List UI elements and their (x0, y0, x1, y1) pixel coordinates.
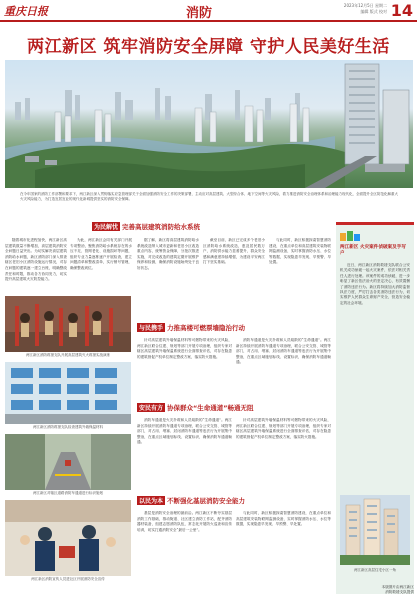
section-tag-2: 与民携手 (139, 325, 164, 332)
article-section-3-left: 消防车通道是火灾扑救和人员疏散的“生命通道”。两江新区持续开展消防车通道专项治理，联合公安交管、城管等部门，对占用、堵塞、封闭消防车通道等违法行为开展集中整治，在重点区域施划标线、设置标识，确保消防车通道畅通。 (137, 418, 232, 445)
sidebar-photo-residential (340, 495, 410, 565)
article-column-5: 与此同时，新区积极探索智慧消防建设，在重点单位和高层建筑安装物联网监测设备，实时掌握消防水压、水位等数据，实现隐患早发现、早预警、早处置。 (269, 238, 331, 265)
article-section-4-right: 与此同时，新区积极探索智慧消防建设，在重点单位和高层建筑安装物联网监测设备，实时掌握消防水压、水位等数据，实现隐患早发现、早预警、早处置。 (236, 511, 331, 527)
section-title-2: 力推高楼可燃票墙隐治行动 (167, 324, 246, 332)
photo-fire-lane (5, 434, 131, 490)
main-headline: 两江新区 筑牢消防安全屏障 守护人民美好生活 (27, 37, 390, 57)
article-section-2-right: 消防车通道是火灾扑救和人员疏散的“生命通道”。两江新区持续开展消防车通道专项治理，联合公安交管、城管等部门，对占用、堵塞、封闭消防车通道等违法行为开展集中整治，在重点区域施划标线、设置标识，确保消防车通道畅通。 (236, 338, 331, 365)
article-column-4: 截至目前，新区已完成多个老旧小区消防给水系统改造，惠及居民数万户，消防供水能力显著提升，群众安全感和满意度持续增强，为建设平安两江打下坚实基础。 (203, 238, 265, 265)
article-section-3-right: 针对高层建筑外墙保温材料等可燃物带来的火灾风险，两江新区联合住建、规划等部门开展专项治理，组织专家对辖区高层建筑外墙保温系统进行全面排查评估，对存在隐患的建筑督促产权单位制定整改方案，落实防火措施。 (236, 418, 331, 439)
section-tag-4: 以民为本 (139, 498, 164, 505)
hero-aerial-photo (5, 60, 413, 188)
article-column-3: 据了解，新区将高层建筑消防给水系统改造纳入城市更新和老旧小区改造重点内容，统筹资金保障，分批次推进实施，对完成改造的建筑定期开展维护保养和检测，确保消防设施始终处于良好状态。 (137, 238, 199, 270)
section-title-1: 完善高层建筑消防给水系统 (122, 223, 201, 231)
section-heading-4 (137, 496, 245, 505)
section-title-4: 不断强化基层消防安全能力 (167, 497, 246, 505)
article-section-4-left: 基层是消防安全治理的最前沿。两江新区不断夯实基层消防工作基础，推动街道、社区建立消防工作站，配齐消防器材装备，组建志愿消防队伍，常态化开展防火巡查和宣传培训，切实打通消防安全“最后一公里”。 (137, 511, 232, 532)
masthead (0, 0, 417, 22)
newspaper-logo: 重庆日报 (4, 5, 48, 18)
sidebar-body: 近日，两江新区消防救援支队联合公安机关成功侦破一起火灾案件，依法对相关责任人进行处理。该案件的成功侦破，进一步彰显了新区依法治火的坚定决心，有效震慑了消防违法行为。新区将持续加大消防监督执法力度，严厉打击各类消防违法行为，切实维护人民群众生命财产安全，营造安全稳定的社会环境。 (340, 263, 410, 305)
section-heading-1 (92, 222, 200, 231)
section-heading-2 (137, 323, 245, 332)
sidebar-title: 两江新区 火灾案件侦破案及手写户 (340, 245, 406, 256)
photo-caption-3: 两江新区对辖区道路消防车通道进行标识施划 (33, 491, 103, 495)
photo-caption-4: 两江新区消防宣传人员进社区开展消防安全宣传 (31, 577, 105, 581)
masthead-meta (344, 3, 387, 15)
photo-facade-inspection (5, 362, 131, 424)
article-column-1: 随着城市化进程加快，两江新区高层建筑数量不断增加，高层建筑消防安全问题日益突出。为切实解决高层建筑消防给水问题，新区消防部门深入排查辖区老旧小区消防设施运行情况，对存在问题的建筑逐一建立台账，明确整改责任和时限，推动各方协同发力，切实提升高层建筑火灾防控能力。 (5, 238, 67, 282)
photo-credit-line-1: 本版图片由两江新区 (381, 585, 414, 589)
hero-caption: 在今年国家的消防工作部署和要求下，两江新区深入贯彻落实应急管理部关于全面加强消防安全工作的决策部署，主动应对高层建筑、大型综合体、地下空间等火灾风险，着力推进消防安全治理体系和治理能力现代化，全面提升全区防范化解重大火灾风险能力，为打造宜居宜业的现代化新城提供坚实的消防安全保障。 (20, 192, 398, 201)
photo-caption-1: 两江新区消防救援支队开展高层建筑灭火救援实战演练 (26, 353, 110, 357)
editor-line: 编辑 版式 校对 (360, 9, 387, 14)
house-icon (339, 229, 361, 241)
photo-community-outreach (5, 500, 131, 576)
photo-caption-2: 两江新区消防救援支队检查建筑外墙保温材料 (33, 425, 103, 429)
photo-firefighting-drill (5, 296, 131, 352)
article-section-2-left: 针对高层建筑外墙保温材料等可燃物带来的火灾风险，两江新区联合住建、规划等部门开展专项治理，组织专家对辖区高层建筑外墙保温系统进行全面排查评估，对存在隐患的建筑督促产权单位制定整改方案，落实防火措施。 (137, 338, 232, 359)
photo-credit-line-2: 消防救援支队提供 (385, 590, 414, 594)
publish-date: 2023年12月5日 星期二 (343, 3, 387, 8)
article-column-2: 为此，两江新区会同有关部门开展专项整治，聚焦消防给水系统存在的水压不足、管网老化、设施损坏等问题，组织专业力量逐栋逐户开展检查，建立问题清单和整改清单，实行销号管理，确保整改到位。 (70, 238, 132, 270)
section-title: 消防 (186, 6, 213, 21)
page-number: 14 (390, 1, 413, 20)
section-tag-1: 为民解忧 (94, 224, 119, 231)
section-title-3: 协保群众“生命通道”畅通无阻 (167, 404, 254, 412)
photo-credit (336, 585, 414, 595)
section-tag-3: 安民有方 (139, 405, 164, 412)
sidebar-news-box (336, 222, 414, 594)
sidebar-photo-caption: 两江新区高层住宅小区一角 (354, 568, 396, 572)
section-heading-3 (137, 403, 254, 412)
